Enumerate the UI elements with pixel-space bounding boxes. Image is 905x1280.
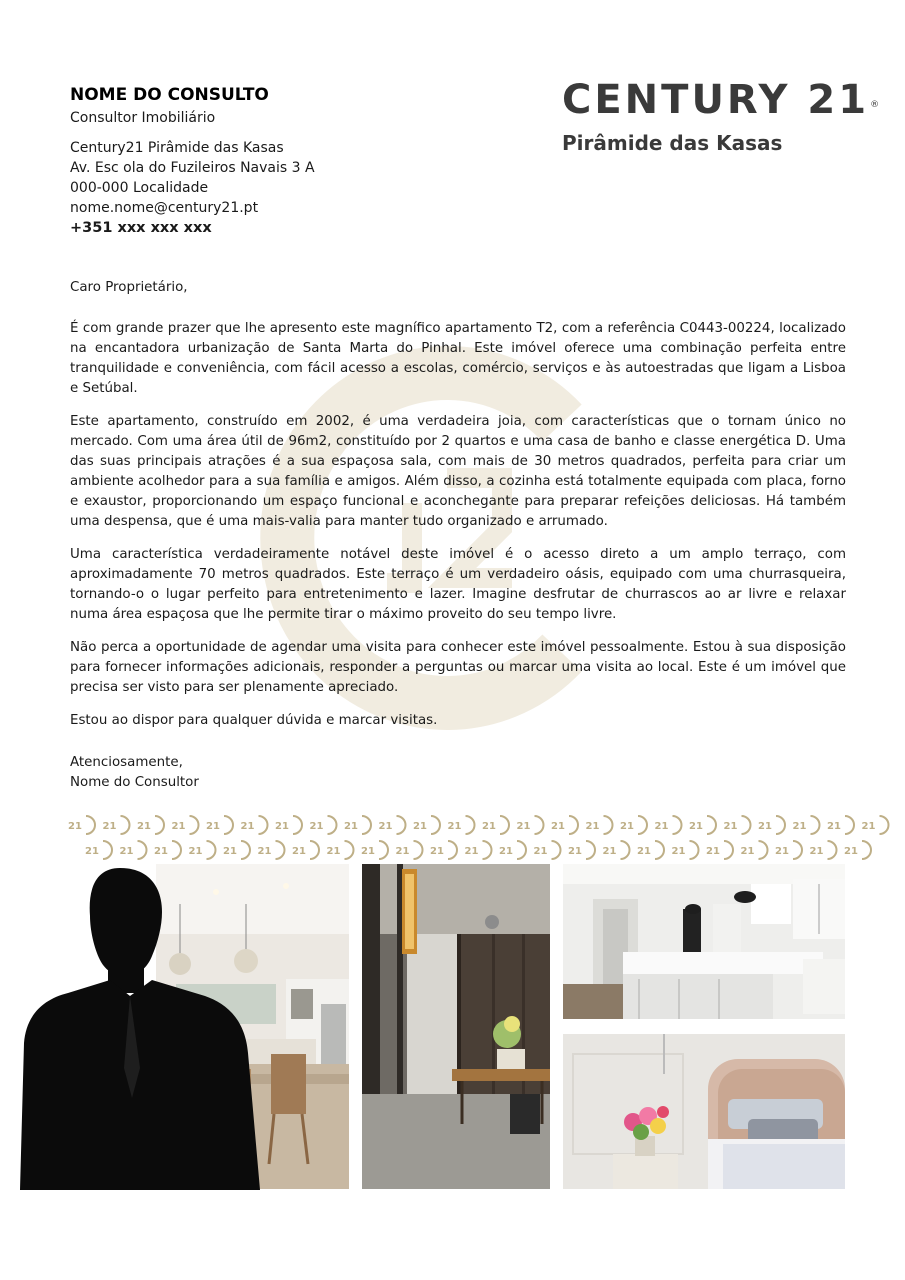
- pattern-arc-mark: [793, 841, 802, 859]
- pattern-21-mark: 21: [292, 846, 306, 857]
- pattern-21-mark: 21: [671, 846, 686, 857]
- pattern-arc-mark: [431, 816, 440, 834]
- photo-bedroom: [563, 1034, 845, 1189]
- pattern-21-mark: 21: [758, 821, 772, 832]
- pattern-arc-mark: [448, 841, 457, 859]
- pattern-21-mark: 21: [326, 846, 341, 857]
- pattern-arc-mark: [345, 841, 354, 859]
- pattern-21-mark: 21: [309, 821, 324, 832]
- pattern-21-mark: 21: [102, 821, 117, 832]
- letter-paragraph: Este apartamento, construído em 2002, é uma verdadeira joia, com características que o tornam único no mercado. Com uma área útil de 96m2, constituído por 2 quartos e uma casa de banho e classe energética D. Uma das suas principais atrações é a sua espaçosa sala, com mais de 30 metros quadrados, perfeita para criar um ambiente acolhedor para a sua família e amigos. Além disso, a cozinha está totalmente equipada com placa, forno e exaustor, proporcionando um espaço funcional e aconchegante para preparar refeições deliciosas. Há também uma despensa, que é uma mais-valia para manter tudo organizado e arrumado.: [70, 414, 846, 529]
- consultant-phone[interactable]: +351 xxx xxx xxx: [70, 220, 212, 236]
- letter-paragraph: Uma característica verdadeiramente notável deste imóvel é o acesso direto a um amplo terraço, com aproximadamente 70 metros quadrados. Este terraço é um verdadeiro oásis, equipado com uma churrasqueira, tornando-o o lugar perfeito para entretenimento e lazer. Imagine desfrutar de churrascos ao ar livre e relaxar numa área espaçosa que lhe permite tirar o máximo proveito do seu tempo livre.: [70, 547, 846, 622]
- pattern-21-mark: 21: [602, 846, 617, 857]
- pattern-21-mark: 21: [723, 821, 738, 832]
- pattern-21-mark: 21: [447, 821, 462, 832]
- pattern-21-mark: 21: [482, 821, 496, 832]
- photo-industrial-office: [362, 864, 550, 1189]
- pattern-arc-mark: [483, 841, 492, 859]
- pattern-arc-mark: [569, 816, 578, 834]
- pattern-arc-mark: [880, 816, 889, 834]
- consultant-email[interactable]: nome.nome@century21.pt: [70, 200, 259, 216]
- c21-pattern-graphic: [64, 812, 876, 864]
- letter-closing: Atenciosamente,: [70, 755, 183, 770]
- pattern-arc-mark: [638, 816, 647, 834]
- pattern-arc-mark: [190, 816, 199, 834]
- logo-office-name: Pirâmide das Kasas: [562, 131, 783, 155]
- pattern-arc-mark: [621, 841, 630, 859]
- pattern-arc-mark: [362, 816, 371, 834]
- address-line-1: Av. Esc ola do Fuzileiros Navais 3 A: [70, 160, 315, 176]
- registered-mark: ®: [870, 100, 880, 110]
- pattern-arc-mark: [121, 816, 130, 834]
- pattern-arc-mark: [276, 841, 285, 859]
- pattern-arc-mark: [138, 841, 147, 859]
- pattern-arc-mark: [103, 841, 112, 859]
- pattern-arc-mark: [776, 816, 785, 834]
- pattern-21-mark: 21: [568, 846, 582, 857]
- pattern-21-mark: 21: [516, 821, 531, 832]
- pattern-arc-mark: [310, 841, 319, 859]
- pattern-21-mark: 21: [464, 846, 479, 857]
- agency-name: Century21 Pirâmide das Kasas: [70, 140, 284, 156]
- consultant-name: NOME DO CONSULTO: [70, 85, 269, 105]
- pattern-21-mark: 21: [654, 821, 669, 832]
- pattern-21-mark: 21: [395, 846, 410, 857]
- pattern-arc-mark: [552, 841, 561, 859]
- letter-paragraph: Não perca a oportunidade de agendar uma visita para conhecer este imóvel pessoalmente. Estou à sua disposição para fornecer informações adicionais, responder a perguntas ou marcar uma visita ao local. Este é um imóvel que precisa ser visto para ser plenamente apreciado.: [70, 640, 846, 695]
- pattern-arc-mark: [207, 841, 216, 859]
- letter-paragraph: É com grande prazer que lhe apresento este magnífico apartamento T2, com a referência C0443-00224, localizado na encantadora urbanização de Santa Marta do Pinhal. Este imóvel oferece uma combinação perfeita entre tranquilidade e conveniência, com fácil acesso a escolas, comércio, serviços e às autoestradas que ligam a Lisboa e Setúbal.: [70, 321, 846, 396]
- pattern-arc-mark: [759, 841, 768, 859]
- pattern-arc-mark: [379, 841, 388, 859]
- pattern-21-mark: 21: [257, 846, 272, 857]
- pattern-21-mark: 21: [620, 821, 634, 832]
- pattern-21-mark: 21: [154, 846, 168, 857]
- pattern-21-mark: 21: [706, 846, 720, 857]
- pattern-21-mark: 21: [413, 821, 427, 832]
- pattern-arc-mark: [293, 816, 302, 834]
- pattern-arc-mark: [517, 841, 526, 859]
- pattern-21-mark: 21: [240, 821, 255, 832]
- pattern-21-mark: 21: [689, 821, 703, 832]
- pattern-arc-mark: [586, 841, 595, 859]
- pattern-arc-mark: [224, 816, 233, 834]
- pattern-21-mark: 21: [861, 821, 876, 832]
- pattern-21-mark: 21: [378, 821, 393, 832]
- logo-brand-line: [562, 76, 880, 129]
- pattern-21-mark: 21: [223, 846, 237, 857]
- pattern-21-mark: 21: [551, 821, 565, 832]
- pattern-21-mark: 21: [499, 846, 513, 857]
- pattern-21-mark: 21: [188, 846, 203, 857]
- pattern-arc-mark: [742, 816, 751, 834]
- consultant-contact-block: [70, 84, 315, 238]
- pattern-21-mark: 21: [275, 821, 289, 832]
- pattern-21-mark: 21: [171, 821, 186, 832]
- address-line-2: 000-000 Localidade: [70, 180, 209, 196]
- pattern-21-mark: 21: [809, 846, 824, 857]
- letter-paragraph: Estou ao dispor para qualquer dúvida e marcar visitas.: [70, 713, 438, 728]
- pattern-arc-mark: [414, 841, 423, 859]
- pattern-arc-mark: [845, 816, 854, 834]
- pattern-21-mark: 21: [827, 821, 841, 832]
- pattern-arc-mark: [535, 816, 544, 834]
- pattern-21-mark: 21: [533, 846, 548, 857]
- logo-brand: CENTURY 21: [562, 77, 870, 123]
- pattern-21-mark: 21: [585, 821, 600, 832]
- photo-white-kitchen: [563, 864, 845, 1019]
- pattern-21-mark: 21: [206, 821, 220, 832]
- c21-pattern-band: [64, 812, 876, 864]
- pattern-arc-mark: [241, 841, 250, 859]
- pattern-arc-mark: [828, 841, 837, 859]
- pattern-arc-mark: [500, 816, 509, 834]
- pattern-21-mark: 21: [844, 846, 858, 857]
- pattern-arc-mark: [259, 816, 268, 834]
- century21-logo: [562, 76, 880, 155]
- letter-salutation: Caro Proprietário,: [70, 280, 188, 295]
- pattern-arc-mark: [466, 816, 475, 834]
- pattern-21-mark: 21: [119, 846, 134, 857]
- consultant-role: Consultor Imobiliário: [70, 110, 216, 126]
- pattern-21-mark: 21: [361, 846, 375, 857]
- pattern-arc-mark: [673, 816, 682, 834]
- pattern-arc-mark: [86, 816, 95, 834]
- letter-signature: Nome do Consultor: [70, 775, 199, 790]
- pattern-arc-mark: [172, 841, 181, 859]
- consultant-silhouette: [20, 868, 260, 1190]
- pattern-21-mark: 21: [637, 846, 651, 857]
- pattern-21-mark: 21: [792, 821, 807, 832]
- pattern-arc-mark: [862, 841, 871, 859]
- pattern-21-mark: 21: [85, 846, 99, 857]
- pattern-arc-mark: [655, 841, 664, 859]
- pattern-21-mark: 21: [137, 821, 151, 832]
- pattern-21-mark: 21: [344, 821, 358, 832]
- pattern-arc-mark: [328, 816, 337, 834]
- pattern-arc-mark: [707, 816, 716, 834]
- pattern-arc-mark: [724, 841, 733, 859]
- pattern-21-mark: 21: [775, 846, 789, 857]
- pattern-21-mark: 21: [430, 846, 444, 857]
- pattern-arc-mark: [155, 816, 164, 834]
- pattern-arc-mark: [397, 816, 406, 834]
- pattern-arc-mark: [690, 841, 699, 859]
- letter-body: [70, 278, 846, 793]
- pattern-arc-mark: [604, 816, 613, 834]
- pattern-arc-mark: [811, 816, 820, 834]
- pattern-21-mark: 21: [740, 846, 755, 857]
- pattern-21-mark: 21: [68, 821, 82, 832]
